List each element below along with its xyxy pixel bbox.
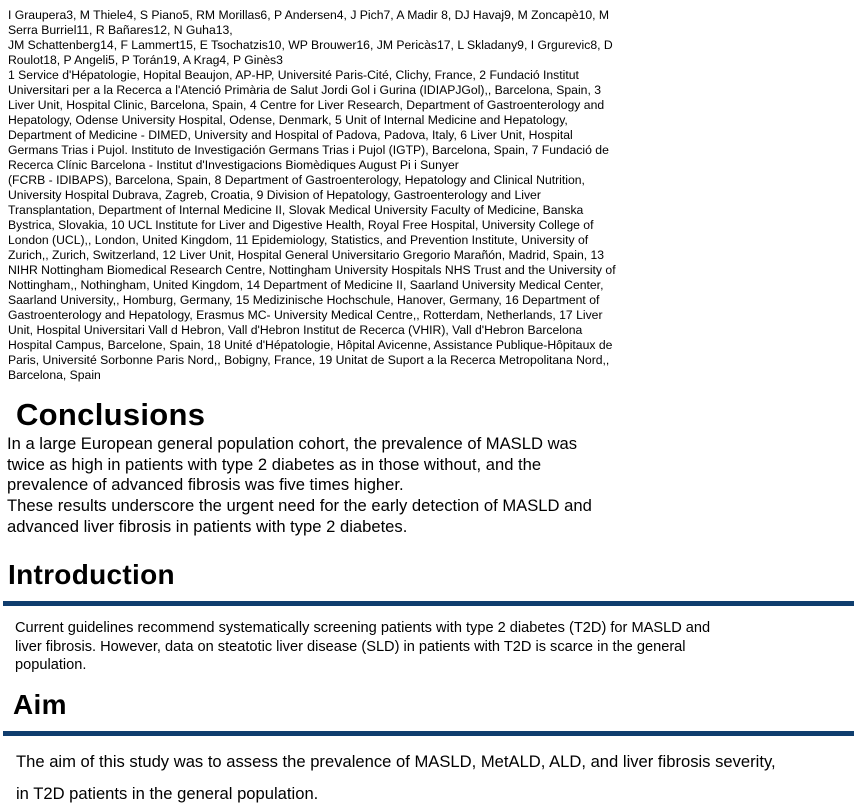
affiliation-line: NIHR Nottingham Biomedical Research Centre, Nottingham University Hospitals NHS Trust and the University of: [8, 263, 616, 277]
conclusions-line: advanced liver fibrosis in patients with type 2 diabetes.: [7, 516, 408, 536]
affiliation-line: Liver Unit, Hospital Clinic, Barcelona, Spain, 4 Centre for Liver Research, Department of Gastroenterology and: [8, 98, 605, 112]
conclusions-line: prevalence of advanced fibrosis was five times higher.: [7, 475, 404, 495]
introduction-body: [15, 619, 795, 675]
aim-heading: Aim: [13, 689, 67, 720]
affiliation-line: Barcelona, Spain: [8, 368, 101, 382]
aim-body: [16, 746, 836, 809]
conclusions-line: These results underscore the urgent need for the early detection of MASLD and: [7, 496, 592, 516]
affiliation-line: University Hospital Dubrava, Zagreb, Croatia, 9 Division of Hepatology, Gastroenterology and Liver: [8, 188, 541, 202]
affiliation-line: (FCRB - IDIBAPS), Barcelona, Spain, 8 Department of Gastroenterology, Hepatology and Clinical Nutrition,: [8, 173, 585, 187]
introduction-line: liver fibrosis. However, data on steatotic liver disease (SLD) in patients with T2D is scarce in the general: [15, 638, 686, 655]
author-line: Serra Burriel11, R Bañares12, N Guha13,: [8, 23, 233, 37]
affiliation-line: Hepatology, Odense University Hospital, Odense, Denmark, 5 Unit of Internal Medicine and Hepatology,: [8, 113, 568, 127]
affiliation-line: Transplantation, Department of Internal Medicine II, Slovak Medical University Faculty of Medicine, Banska: [8, 203, 584, 217]
affiliation-line: Unit, Hospital Universitari Vall d Hebron, Vall d'Hebron Institut de Recerca (VHIR), Vall d'Hebron Barcelona: [8, 323, 583, 337]
author-line: JM Schattenberg14, F Lammert15, E Tsochatzis10, WP Brouwer16, JM Pericàs17, L Skladany9, I Grgurevic8, D: [8, 38, 613, 52]
affiliation-line: Germans Trias i Pujol. Instituto de Investigación Germans Trias i Pujol (IGTP), Barcelona, Spain, 7 Fundació de: [8, 143, 609, 157]
affiliation-line: Nottingham,, Nothingham, United Kingdom, 14 Department of Medicine II, Saarland University Medical Center,: [8, 278, 604, 292]
conclusions-line: twice as high in patients with type 2 diabetes as in those without, and the: [7, 454, 542, 474]
conclusions-heading: Conclusions: [16, 397, 206, 432]
affiliation-list: [8, 68, 668, 383]
affiliation-line: Department of Medicine - DIMED, University and Hospital of Padova, Padova, Italy, 6 Liver Unit, Hospital: [8, 128, 573, 142]
affiliation-line: London (UCL),, London, United Kingdom, 11 Epidemiology, Statistics, and Prevention Institute, University of: [8, 233, 589, 247]
author-list: [8, 8, 668, 68]
affiliation-line: Zurich,, Zurich, Switzerland, 12 Liver Unit, Hospital General Universitario Gregorio Marañón, Madrid, Spain, 13: [8, 248, 605, 262]
affiliation-line: Paris, Université Sorbonne Paris Nord,, Bobigny, France, 19 Unitat de Suport a la Recerca Metropolitana Nord,,: [8, 353, 610, 367]
introduction-line: Current guidelines recommend systematically screening patients with type 2 diabetes (T2D) for MASLD and: [15, 620, 711, 636]
author-line: Roulot18, P Angeli5, P Torán19, A Krag4, P Ginès3: [8, 53, 283, 67]
introduction-heading: Introduction: [8, 559, 175, 590]
conclusions-body: [7, 434, 667, 538]
affiliation-line: Saarland University,, Homburg, Germany, 15 Medizinische Hochschule, Hanover, Germany, 16 Department of: [8, 293, 600, 307]
affiliation-line: 1 Service d'Hépatologie, Hopital Beaujon, AP-HP, Université Paris-Cité, Clichy, France, 2 Fundació Institut: [8, 68, 579, 82]
affiliation-line: Universitari per a la Recerca a l'Atenció Primària de Salut Jordi Gol i Gurina (IDIAPJGol),, Barcelona, Spain, 3: [8, 83, 601, 97]
affiliation-line: Recerca Clínic Barcelona - Institut d'Investigacions Biomèdiques August Pi i Sunyer: [8, 158, 459, 172]
section-divider: [3, 601, 854, 606]
aim-line: in T2D patients in the general population.: [16, 783, 319, 803]
introduction-line: population.: [15, 657, 87, 673]
section-divider: [3, 731, 854, 736]
affiliation-line: Gastroenterology and Hepatology, Erasmus MC- University Medical Centre,, Rotterdam, Netherlands, 17 Liver: [8, 308, 603, 322]
aim-line: The aim of this study was to assess the prevalence of MASLD, MetALD, ALD, and liver fibrosis severity,: [16, 752, 776, 771]
affiliation-line: Bystrica, Slovakia, 10 UCL Institute for Liver and Digestive Health, Royal Free Hospital, University College of: [8, 218, 594, 232]
affiliation-line: Hospital Campus, Barcelone, Spain, 18 Unité d'Hépatologie, Hôpital Avicenne, Assistance Publique-Hôpitaux de: [8, 338, 613, 352]
author-line: I Graupera3, M Thiele4, S Piano5, RM Morillas6, P Andersen4, J Pich7, A Madir 8, DJ Havaj9, M Zoncapè10, M: [8, 8, 610, 22]
conclusions-line: In a large European general population cohort, the prevalence of MASLD was: [7, 434, 578, 453]
